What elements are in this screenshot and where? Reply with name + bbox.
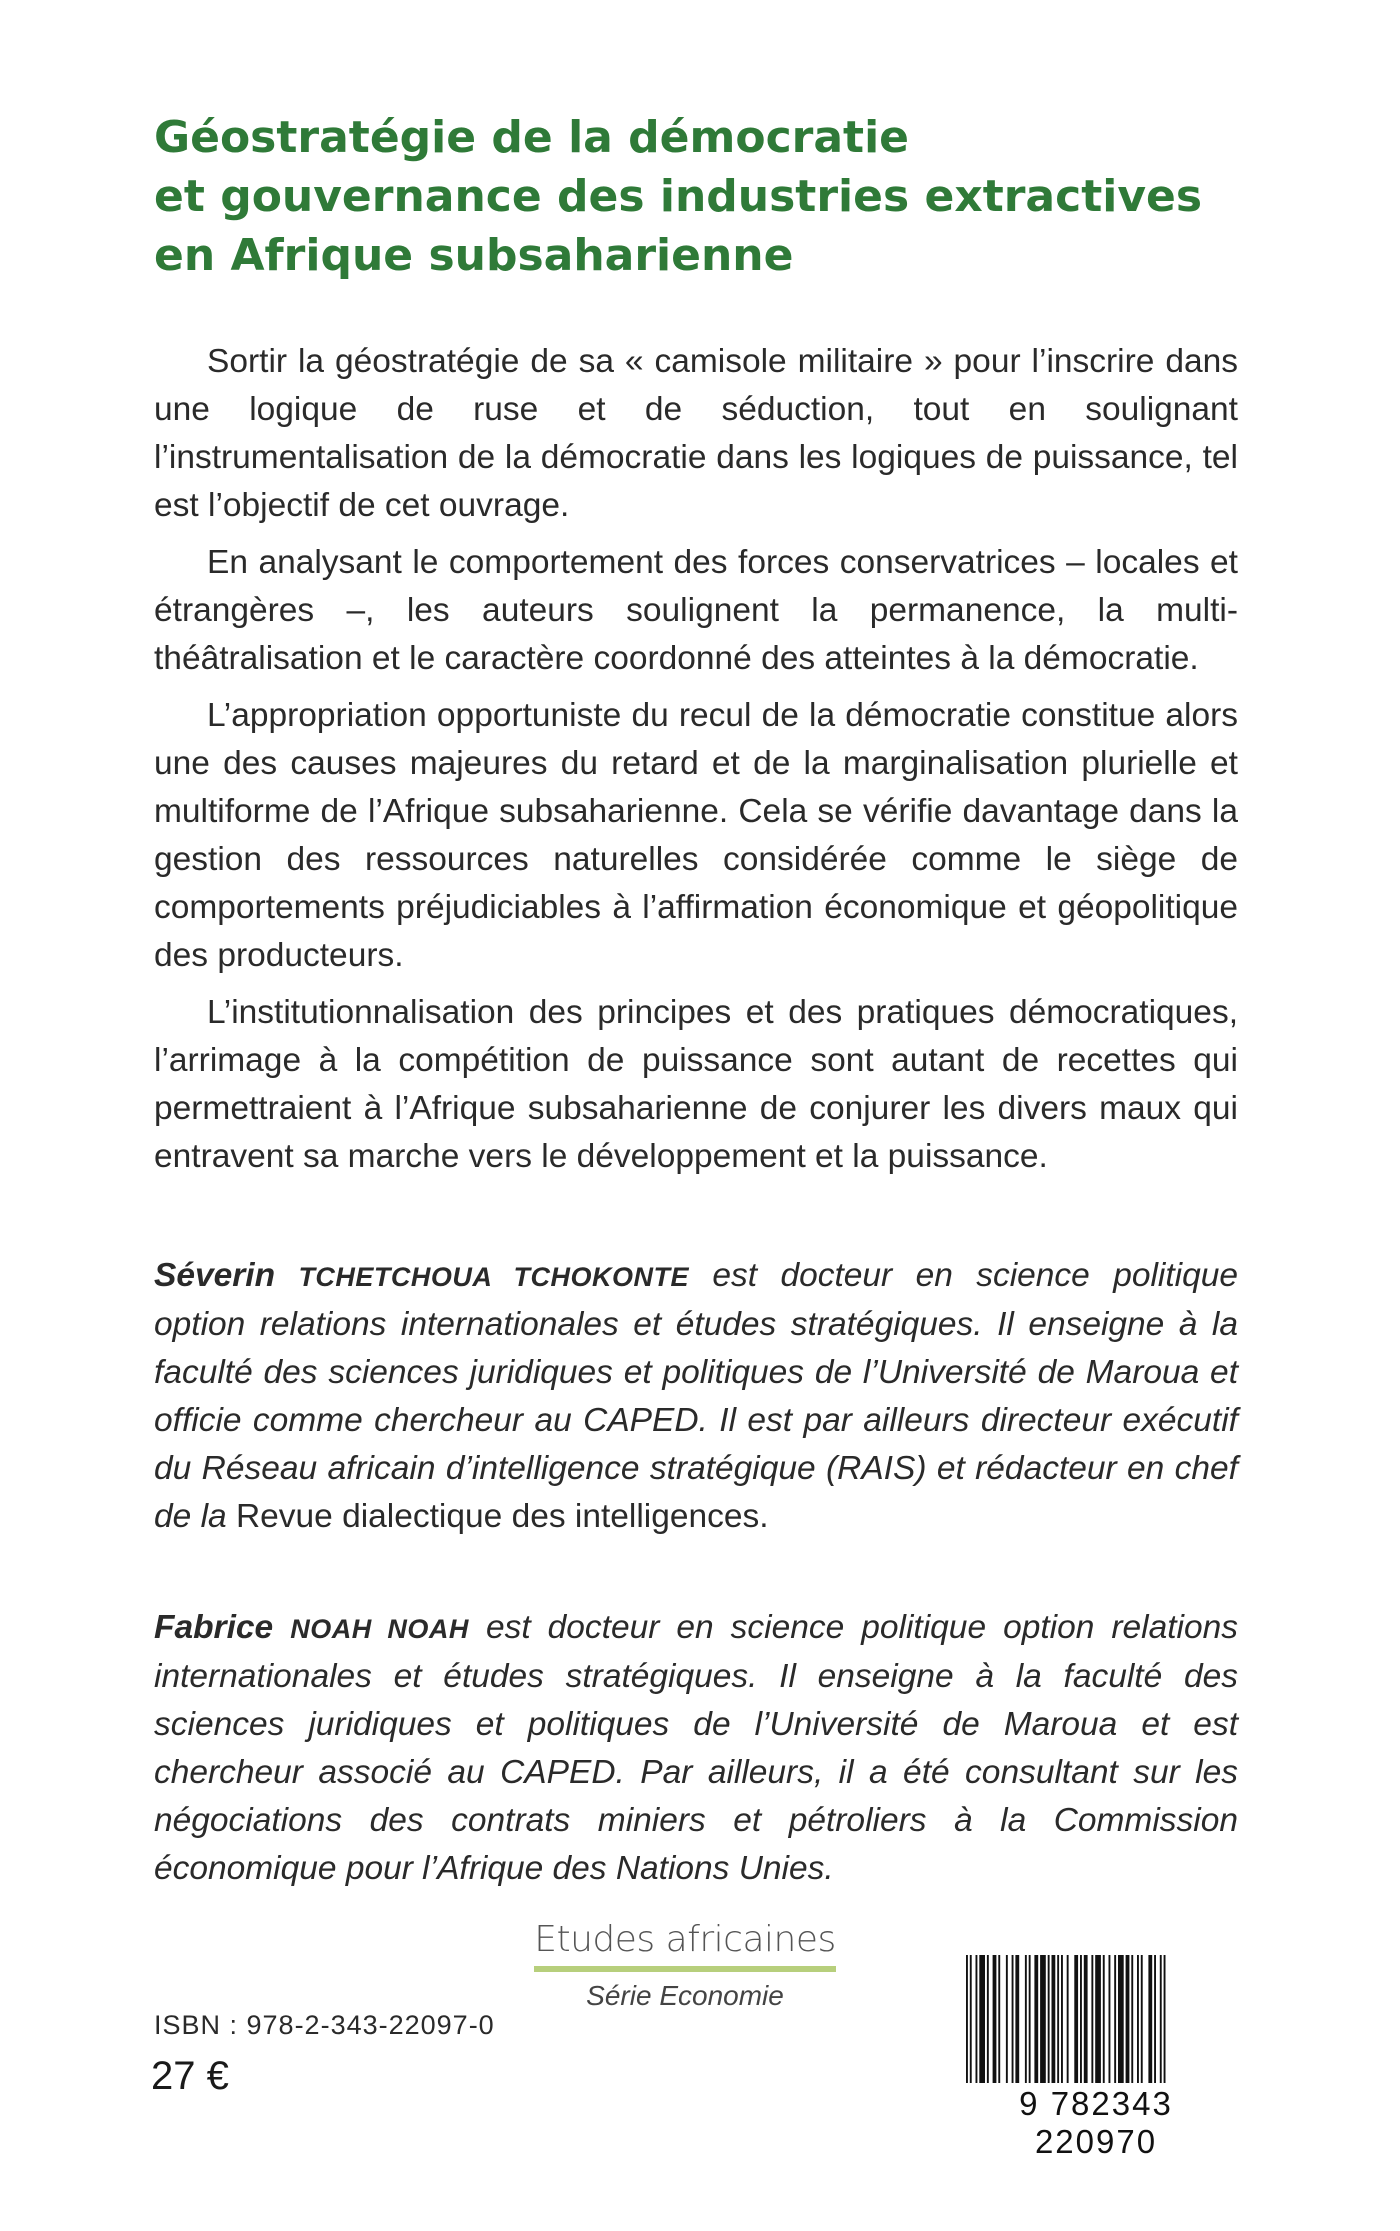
barcode-bar (1137, 1955, 1139, 2083)
title-line-2: et gouvernance des industries extractives (154, 171, 1203, 222)
collection-name: Etudes africaines (534, 1919, 836, 1960)
barcode-digits: 9 782343 220970 (1019, 2085, 1173, 2160)
author-bio-1 (154, 1252, 1238, 1541)
barcode-bar (1015, 1955, 1019, 2083)
author-1-name (154, 1257, 689, 1294)
barcode-bar (998, 1955, 1000, 2083)
barcode-bar (1012, 1955, 1014, 2083)
barcode-bar (1131, 1955, 1133, 2083)
author-1-first-name: Séverin (154, 1257, 276, 1294)
barcode-bar (1052, 1955, 1056, 2083)
barcode-bar (1126, 1955, 1130, 2083)
barcode-bar (1154, 1955, 1156, 2083)
barcode-bar (976, 1955, 978, 2083)
collection-logo (520, 1918, 850, 2012)
barcode-bar (1080, 1955, 1082, 2083)
barcode-bar (1074, 1955, 1078, 2083)
isbn-text: ISBN : 978-2-343-22097-0 (154, 2010, 495, 2040)
barcode-bar (993, 1955, 997, 2083)
barcode-bar (1029, 1955, 1031, 2083)
barcode-bar (1061, 1955, 1063, 2083)
collection-series: Série Economie (586, 1980, 784, 2011)
barcode-bar (1164, 1955, 1166, 2083)
author-1-last-name: TCHETCHOUA TCHOKONTE (298, 1262, 689, 1292)
barcode-bar (1160, 1955, 1162, 2083)
barcode-bar (970, 1955, 972, 2083)
barcode-bar (1118, 1955, 1124, 2083)
author-1-bio-text: est docteur en science politique option relations internationales et études stratégiques. Il enseigne à la faculté des sciences juridiques et politiques de l’Université de Maroua et officie comme chercheur au CAPED. Il est par ailleurs directeur exécutif du Réseau africain d’intelligence stratégique (RAIS) et rédacteur en chef de la (154, 1257, 1238, 1535)
author-1-journal: Revue dialectique des intelligences. (235, 1498, 769, 1535)
collection-rule (534, 1966, 836, 1972)
barcode-bars (962, 1955, 1230, 2087)
barcode-bar (1006, 1955, 1008, 2083)
barcode-bar (1057, 1955, 1059, 2083)
blurb-paragraph-2: En analysant le comportement des forces conservatrices – locales et étrangères –, les auteurs soulignent la permanence, la multi-théâtralisation et le caractère coordonné des atteintes à la démocratie. (154, 544, 1238, 677)
barcode-bar (1148, 1955, 1152, 2083)
barcode-bar (1084, 1955, 1088, 2083)
author-2-bio-text: est docteur en science politique option relations internationales et études stratégiques. Il enseigne à la faculté des sciences juridiques et politiques de l’Université de Maroua et est chercheur associé au CAPED. Par ailleurs, il a été consultant sur les négociations des contrats miniers et pétroliers à la Commission économique pour l’Afrique des Nations Unies. (154, 1609, 1239, 1887)
author-bio-2 (154, 1604, 1238, 1893)
blurb-paragraph-3: L’appropriation opportuniste du recul de la démocratie constitue alors une des causes majeures du retard et de la marginalisation plurielle et multiforme de l’Afrique subsaharienne. Cela se vérifie davantage dans la gestion des ressources naturelles considérée comme le siège de comportements préjudiciables à l’affirmation économique et géopolitique des producteurs. (154, 697, 1238, 974)
barcode-bar (966, 1955, 968, 2083)
barcode (962, 1955, 1230, 2160)
barcode-bar (987, 1955, 989, 2083)
barcode-bar (1103, 1955, 1105, 2083)
title-line-3: en Afrique subsaharienne (154, 230, 794, 281)
price: 27 € (151, 2054, 229, 2098)
blurb-paragraph-4: L’institutionnalisation des principes et des pratiques démocratiques, l’arrimage à la compétition de puissance sont autant de recettes qui permettraient à l’Afrique subsaharienne de conjurer les divers maux qui entravent sa marche vers le développement et la puissance. (154, 994, 1238, 1175)
barcode-bar (1025, 1955, 1027, 2083)
barcode-bar (1048, 1955, 1050, 2083)
barcode-bar (1114, 1955, 1116, 2083)
back-cover-blurb (154, 338, 1238, 1190)
barcode-bar (1141, 1955, 1143, 2083)
barcode-bar (1034, 1955, 1038, 2083)
author-2-last-name: NOAH NOAH (290, 1614, 469, 1644)
author-2-name (154, 1609, 469, 1646)
book-title (154, 108, 1254, 285)
blurb-paragraph-1: Sortir la géostratégie de sa « camisole militaire » pour l’inscrire dans une logique de ruse et de séduction, tout en soulignant l’instrumentalisation de la démocratie dans les logiques de puissance, tel est l’objectif de cet ouvrage. (154, 343, 1238, 524)
title-line-1: Géostratégie de la démocratie (154, 112, 910, 163)
barcode-bar (979, 1955, 985, 2083)
barcode-bar (1067, 1955, 1069, 2083)
barcode-bar (1040, 1955, 1046, 2083)
author-2-first-name: Fabrice (154, 1609, 274, 1646)
barcode-bar (1095, 1955, 1101, 2083)
barcode-bar (1109, 1955, 1111, 2083)
barcode-bar (1091, 1955, 1093, 2083)
